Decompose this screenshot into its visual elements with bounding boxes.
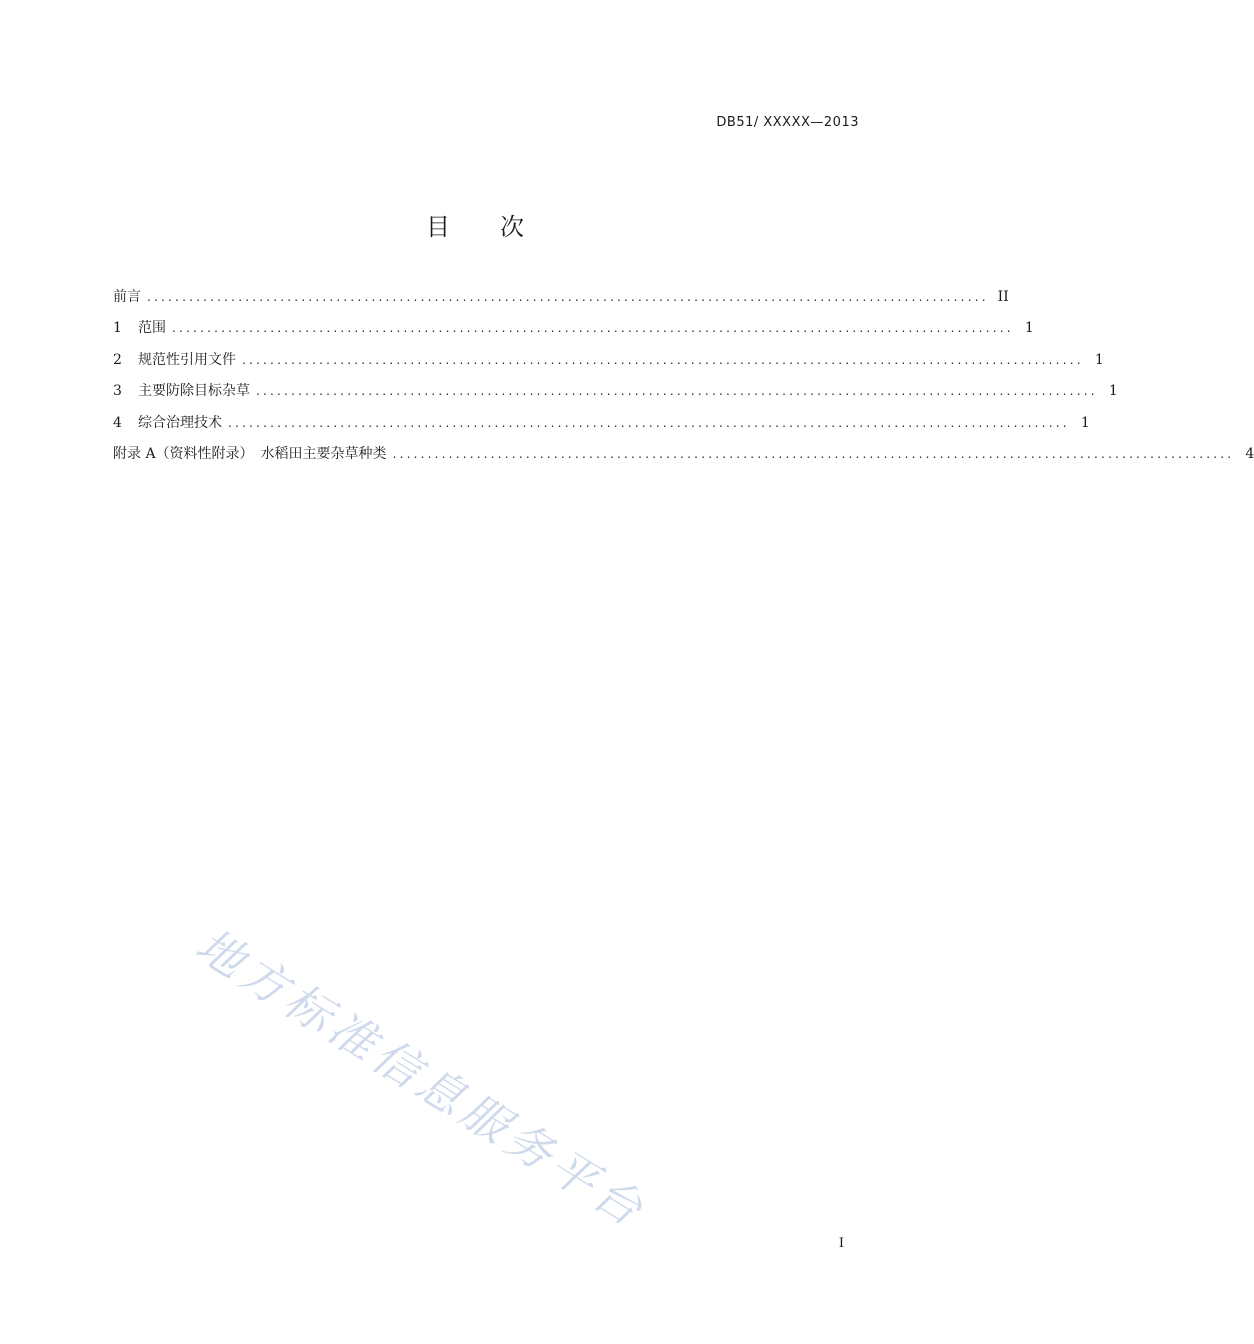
page-number: I [838, 1236, 844, 1251]
toc-entry-label: 1 范围 [113, 316, 166, 340]
page-title: 目次 [426, 213, 574, 241]
toc-entry-label: 3 主要防除目标杂草 [113, 379, 250, 403]
toc-entry-foreword[interactable] [113, 285, 1009, 316]
toc-entry-page: 1 [1094, 351, 1104, 368]
toc-entry-label: 4 综合治理技术 [113, 411, 222, 435]
toc-entry-page: II [997, 289, 1009, 305]
toc-entry-page: 1 [1024, 320, 1034, 337]
table-of-contents [113, 285, 1254, 473]
watermark: 地方标准信息服务平台 [186, 917, 657, 1239]
toc-leader-dots: ........................................................................................................................ [228, 415, 1070, 430]
toc-entry-scope[interactable] [113, 316, 1034, 347]
toc-entry-label: 2 规范性引用文件 [113, 348, 236, 372]
toc-entry-normative-references[interactable] [113, 348, 1104, 379]
toc-leader-dots: ........................................................................................................................ [242, 352, 1084, 367]
toc-entry-label: 附录 A（资料性附录） 水稻田主要杂草种类 [113, 445, 387, 462]
toc-leader-dots: ........................................................................................................................ [147, 290, 989, 304]
document-code: DB51/ XXXXX—2013 [716, 115, 859, 130]
toc-entry-integrated-management[interactable] [113, 411, 1090, 442]
toc-leader-dots: ........................................................................................................................ [256, 384, 1098, 399]
toc-entry-appendix-a[interactable] [113, 442, 1254, 473]
toc-entry-number: 1 [113, 320, 122, 337]
toc-leader-dots: ........................................................................................................................ [392, 446, 1235, 461]
toc-leader-dots: ........................................................................................................................ [172, 321, 1014, 336]
toc-entry-number: 3 [113, 383, 122, 400]
toc-entry-number: 4 [113, 414, 122, 431]
toc-entry-target-weeds[interactable] [113, 379, 1118, 410]
toc-entry-page: 1 [1108, 383, 1118, 400]
toc-entry-page: 1 [1080, 414, 1090, 431]
toc-entry-page: 4 [1245, 445, 1254, 462]
toc-entry-label: 前言 [113, 289, 141, 305]
toc-entry-number: 2 [113, 351, 122, 368]
